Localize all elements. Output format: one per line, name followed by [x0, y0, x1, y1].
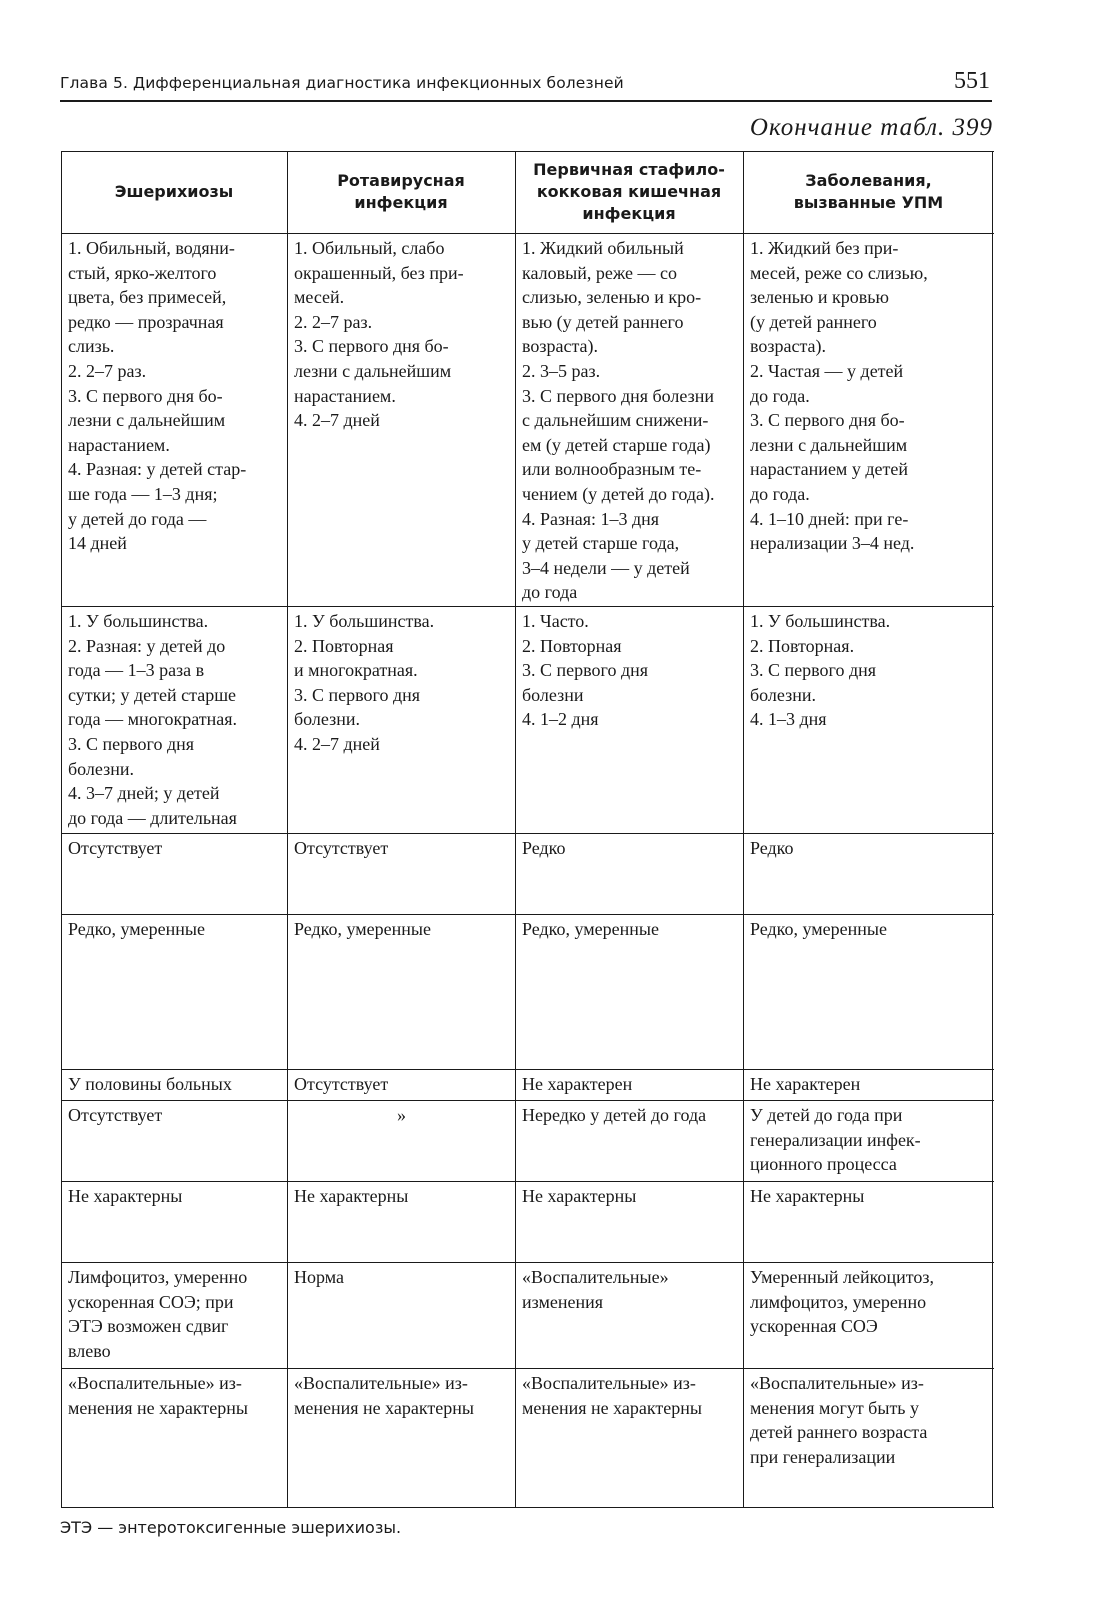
table-cell: «Воспалительные» изменения: [522, 1267, 669, 1312]
table-rule: [61, 606, 994, 607]
table-cell: Редко: [522, 838, 566, 858]
table-rule: [61, 914, 994, 915]
column-header-rotavirus: Ротавирусная инфекция: [337, 171, 465, 212]
table-cell: Редко, умеренные: [750, 919, 887, 939]
running-head: [60, 68, 992, 102]
table-cell: Редко, умеренные: [68, 919, 205, 939]
table-cell: Редко, умеренные: [294, 919, 431, 939]
table-cell: «Воспалительные» из- менения не характерны: [68, 1373, 248, 1418]
table-cell: 1. У большинства. 2. Повторная и многократная. 3. С первого дня болезни. 4. 2–7 дней: [294, 611, 435, 754]
table-cell: Редко, умеренные: [522, 919, 659, 939]
table-cell: У детей до года при генерализации инфек- ционного процесса: [750, 1105, 921, 1175]
table-cell: Отсутствует: [294, 838, 389, 858]
table-cell: Не характерны: [522, 1186, 637, 1206]
table-rule: [61, 233, 994, 234]
table-cell: Не характерны: [294, 1186, 409, 1206]
table-rule: [287, 151, 288, 1508]
table-cell: Не характерны: [750, 1186, 865, 1206]
ditto-mark: »: [397, 1105, 406, 1125]
table-cell: Отсутствует: [68, 838, 163, 858]
table-cell: У половины больных: [68, 1074, 232, 1094]
chapter-title: Глава 5. Дифференциальная диагностика инфекционных болезней: [60, 74, 624, 92]
table-cell: 1. Обильный, водяни- стый, ярко-желтого цвета, без примесей, редко — прозрачная слизь. 2. 2–7 раз. 3. С первого дня бо- лезни с дальнейшим нарастанием. 4. Разная: у детей стар- ше года — 1–3 дня; у детей до года — 14 дней: [68, 238, 247, 554]
differential-table: [61, 151, 994, 1508]
table-cell: Норма: [294, 1267, 344, 1287]
table-cell: Умеренный лейкоцитоз, лимфоцитоз, умеренно ускоренная СОЭ: [750, 1267, 934, 1337]
table-cell: Отсутствует: [68, 1105, 163, 1125]
table-cell: Не характерны: [68, 1186, 183, 1206]
table-cell: Не характерен: [522, 1074, 633, 1094]
column-header-escherichiosis: Эшерихиозы: [114, 182, 234, 201]
table-cell: Не характерен: [750, 1074, 861, 1094]
table-cell: «Воспалительные» из- менения могут быть у детей раннего возраста при генерализации: [750, 1373, 928, 1467]
table-cell: Лимфоцитоз, умеренно ускоренная СОЭ; при ЭТЭ возможен сдвиг влево: [68, 1267, 248, 1361]
table-cell: 1. Жидкий без при- месей, реже со слизью, зеленью и кровью (у детей раннего возраста). 2. Частая — у детей до года. 3. С первого дня бо- лезни с дальнейшим нарастанием у детей до года. 4. 1–10 дней: при ге- нерализации 3–4 нед.: [750, 238, 928, 554]
table-rule: [515, 151, 516, 1508]
table-rule: [992, 151, 993, 1508]
table-cell: Отсутствует: [294, 1074, 389, 1094]
page-number: 551: [954, 68, 990, 94]
table-cell: Нередко у детей до года: [522, 1105, 707, 1125]
column-header-upm: Заболевания, вызванные УПМ: [793, 171, 944, 212]
table-cell: 1. Обильный, слабо окрашенный, без при- месей. 2. 2–7 раз. 3. С первого дня бо- лезни с дальнейшим нарастанием. 4. 2–7 дней: [294, 238, 464, 431]
table-cell: 1. Жидкий обильный каловый, реже — со слизью, зеленью и кро- вью (у детей раннего возраста). 2. 3–5 раз. 3. С первого дня болезни с дальнейшим снижени- ем (у детей старше года) или волнообразным те- чением (у детей до года). 4. Разная: 1–3 дня у детей старше года, 3–4 недели — у детей до года: [522, 238, 715, 603]
table-cell: Редко: [750, 838, 794, 858]
table-rule: [61, 1262, 994, 1263]
table-cell: «Воспалительные» из- менения не характерны: [522, 1373, 702, 1418]
table-cell: 1. Часто. 2. Повторная 3. С первого дня болезни 4. 1–2 дня: [522, 611, 649, 730]
table-rule: [61, 1507, 994, 1508]
table-rule: [61, 833, 994, 834]
table-rule: [61, 1368, 994, 1369]
table-rule: [61, 1181, 994, 1182]
footnote: ЭТЭ — энтеротоксигенные эшерихиозы.: [60, 1518, 402, 1537]
table-caption: Окончание табл. 399: [749, 114, 993, 141]
table-rule: [61, 1069, 994, 1070]
table-cell: 1. У большинства. 2. Повторная. 3. С первого дня болезни. 4. 1–3 дня: [750, 611, 891, 730]
table-rule: [61, 151, 62, 1508]
table-cell: 1. У большинства. 2. Разная: у детей до года — 1–3 раза в сутки; у детей старше года — многократная. 3. С первого дня болезни. 4. 3–7 дней; у детей до года — длительная: [68, 611, 238, 828]
table-rule: [743, 151, 744, 1508]
column-header-staphylococcal: Первичная стафило- кокковая кишечная инфекция: [533, 160, 725, 223]
table-cell: «Воспалительные» из- менения не характерны: [294, 1373, 474, 1418]
table-rule: [61, 1100, 994, 1101]
table-rule: [61, 151, 994, 152]
